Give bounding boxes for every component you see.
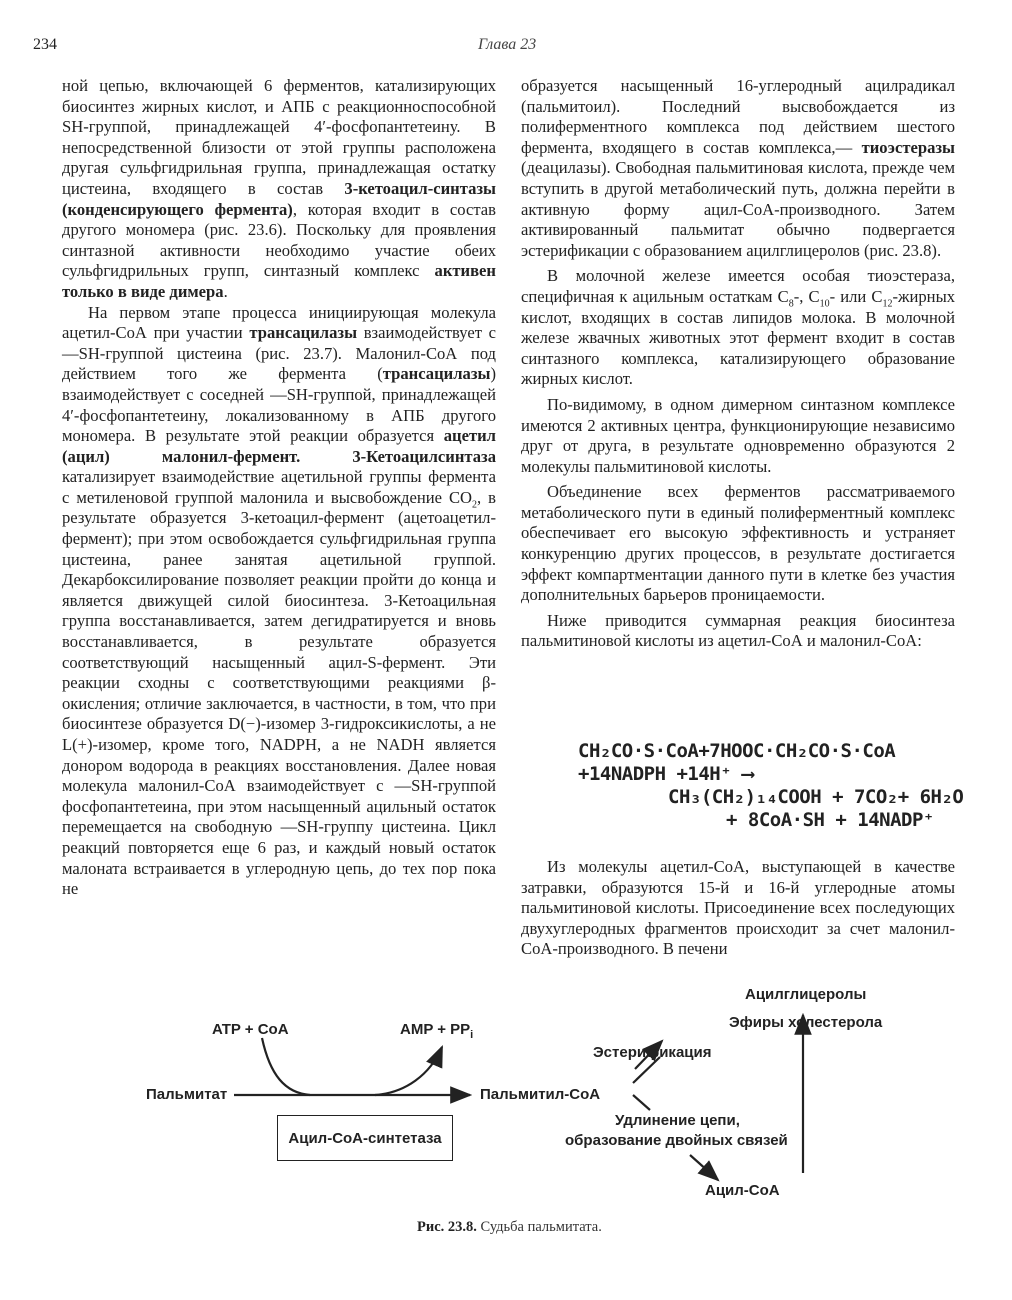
- right-column: [521, 76, 955, 652]
- paragraph: В молочной железе имеется особая тиоэстераза, специфичная к ацильным остаткам $C_8-$, $C_{10}-$ или $C_{12}$-жирных кислот, входящих в состав липидов молока. В молочной железе жвачных животных этот фермент входит в состав синтазного комплекса, катализирующего образование жирных кислот.: [521, 266, 956, 389]
- right-column-continued: [521, 857, 955, 960]
- running-head: Глава 23: [478, 36, 537, 53]
- label-palmityl-coa: Пальмитил-CoA: [480, 1086, 601, 1103]
- paragraph: На первом этапе процесса инициирующая молекула ацетил-СоА при участии трансацилазы взаимодействует с —SH-группой цистеина (рис. 23.7). Малонил-СоА под действием того же фермента (трансацилазы) взаимодействует с соседней —SH-группой, принадлежащей 4′-фосфопантетеину, локализованному в АПБ другого мономера. В результате этой реакции образуется ацетил (ацил) малонил-фермент. 3-Кетоацилсинтаза катализирует взаимодействие ацетильной группы фермента с метиленовой группой малонила и высвобождение $CO_2$, в результате образуется 3-кетоацил-фермент (ацетоацетил-фермент); при этом освобождается сульфгидрильная группа цистеина, ранее занятая ацетильной группой. Декарбоксилирование позволяет реакции пройти до конца и является движущей силой биосинтеза. 3-Кетоацильная группа восстанавливается, затем дегидратируется и вновь восстанавливается, в результате образуется соответствующий насыщенный ацил-S-фермент. Эти реакции сходны с соответствующими реакциями β-окисления; отличие заключается, в частности, в том, что при биосинтезе образуется D(−)-изомер 3-гидроксикислоты, а не L(+)-изомер, кроме того, NADPH, а не NADH является донором водорода в реакциях восстановления. Далее новая молекула малонил-СоА взаимодействует с —SH-группой фосфопантетеина, при этом насыщенный ацильный остаток перемещается на свободную —SH-группу цистеина. Цикл реакций повторяется еще 6 раз, и каждый новый остаток малоната встраивается в углеродную цепь, до тех пор пока не: [62, 302, 497, 899]
- label-elongation-1: Удлинение цепи,: [615, 1112, 740, 1129]
- equation-line: +14NADPH +14H⁺ ⟶: [578, 763, 754, 785]
- label-acylglycerols: Ацилглицеролы: [745, 986, 867, 1003]
- paragraph: образуется насыщенный 16-углеродный ацилрадикал (пальмитоил). Последний высвобождается из полиферментного комплекса под действием шестого фермента, входящего в состав комплекса,— тиоэстеразы (деацилазы). Свободная пальмитиновая кислота, прежде чем вступить в другой метаболический путь, должна перейти в активную форму ацил-СоА-производного. Затем активированный пальмитат обычно подвергается эстерификации с образованием ацилглицеролов (рис. 23.8).: [521, 76, 955, 260]
- paragraph: Ниже приводится суммарная реакция биосинтеза пальмитиновой кислоты из ацетил-СоА и малонил-СоА:: [521, 610, 955, 651]
- enzyme-box: Ацил-CoA-синтетаза: [277, 1115, 453, 1161]
- figure-caption: Рис. 23.8. Судьба пальмитата.: [417, 1219, 602, 1235]
- label-acyl-coa: Ацил-CoA: [705, 1182, 780, 1199]
- paragraph: Объединение всех ферментов рассматриваемого метаболического пути в единый полиферментный комплекс обеспечивает его высокую эффективность и устраняет конкуренцию других процессов, в результате достигается эффект компартментации данного пути в клетке без участия дополнительных барьеров проницаемости.: [521, 482, 955, 605]
- label-palmitate: Пальмитат: [146, 1086, 228, 1103]
- label-cholesterol-esters: Эфиры холестерола: [729, 1014, 883, 1031]
- label-amp-ppi: AMP + $PP_i$: [400, 1021, 474, 1041]
- paragraph: ной цепью, включающей 6 ферментов, катализирующих биосинтез жирных кислот, и АПБ с реакционноспособной SH-группой, принадлежащей 4′-фосфопантетеину. В непосредственной близости от этой группы расположена другая сульфгидрильная группа, принадлежащая остатку цистеина, входящего в состав 3-кетоацил-синтазы (конденсирующего фермента), которая входит в состав другого мономера (рис. 23.6). Поскольку для проявления синтазной активности необходимо участие обеих сульфгидрильных групп, синтазный комплекс активен только в виде димера.: [62, 76, 496, 301]
- label-elongation-2: образование двойных связей: [565, 1132, 788, 1149]
- equation-line: + 8CoA·SH + 14NADP⁺: [726, 809, 934, 831]
- summary-equation: [578, 740, 963, 832]
- label-atp-coa: ATP + CoA: [212, 1021, 289, 1038]
- page-number: 234: [33, 36, 57, 53]
- paragraph: По-видимому, в одном димерном синтазном комплексе имеются 2 активных центра, функционирующие независимо друг от друга, в результате одновременно образуются 2 молекулы пальмитиновой кислоты.: [521, 394, 955, 476]
- left-column: [62, 76, 496, 900]
- label-esterification: Эстерификация: [593, 1044, 712, 1061]
- palmitate-fate-diagram: [0, 975, 1012, 1205]
- equation-line: CH₃(CH₂)₁₄COOH + 7CO₂+ 6H₂O: [668, 786, 964, 808]
- equation-line: CH₂CO·S·CoA+7HOOC·CH₂CO·S·CoA: [578, 740, 896, 762]
- paragraph: Из молекулы ацетил-СоА, выступающей в качестве затравки, образуются 15-й и 16-й углеродные атомы пальмитиновой кислоты. Присоединение всех последующих двухуглеродных фрагментов происходит за счет малонил-СоА-производного. В печени: [521, 857, 955, 959]
